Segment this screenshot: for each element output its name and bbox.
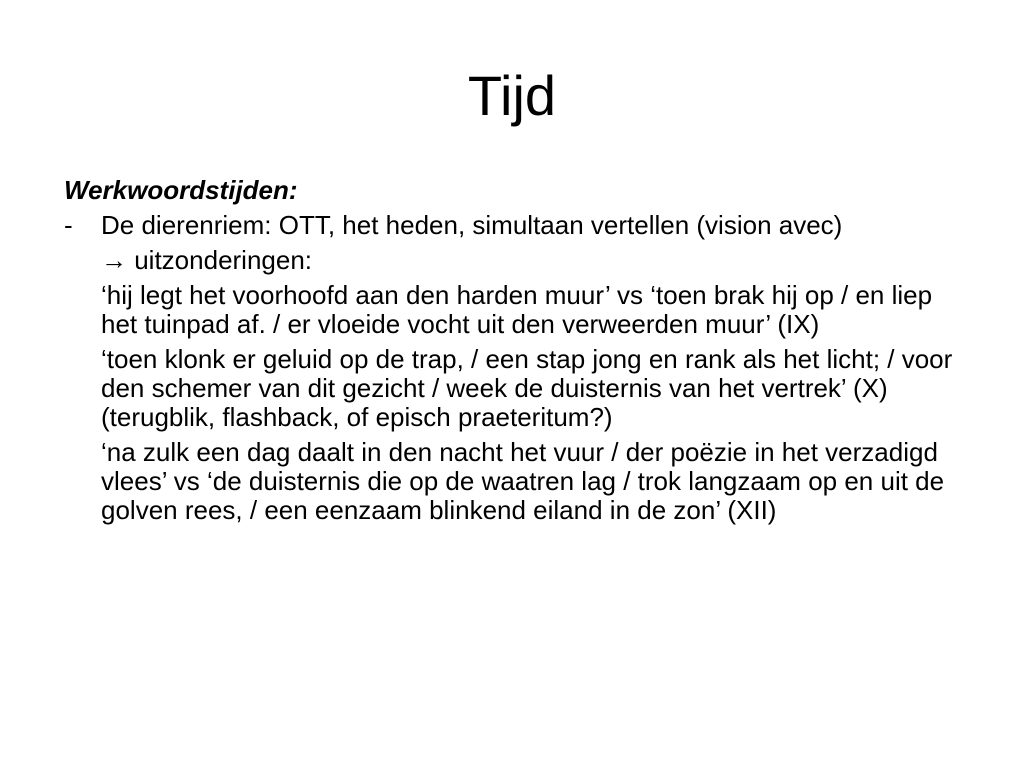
slide-title: Tijd <box>467 64 557 127</box>
bullet-text: De dierenriem: OTT, het heden, simultaan vertellen (vision avec) <box>101 210 843 240</box>
exceptions-label: → uitzonderingen: <box>101 245 313 275</box>
quote-paragraph-xii: ‘na zulk een dag daalt in den nacht het vuur / der poëzie in het verzadigd vlees’ vs ‘de duisternis die op de waatren lag / trok langzaam op en uit de golven rees, / een eenzaam blinkend eiland in de zon’ (XII) <box>101 437 945 525</box>
bullet-item <box>64 211 964 240</box>
quote-paragraph-x: ‘toen klonk er geluid op de trap, / een stap jong en rank als het licht; / voor den schemer van dit gezicht / week de duisternis van het vertrek’ (X) (terugblik, flashback, of episch praeteritum?) <box>101 344 953 432</box>
quote-paragraph-ix: ‘hij legt het voorhoofd aan den harden muur’ vs ‘toen brak hij op / en liep het tuinpad af. / er vloeide vocht uit den verweerden muur’ (IX) <box>101 280 933 339</box>
bullet-marker: - <box>64 210 73 240</box>
section-heading: Werkwoordstijden: <box>64 175 298 205</box>
slide-body <box>64 176 964 531</box>
